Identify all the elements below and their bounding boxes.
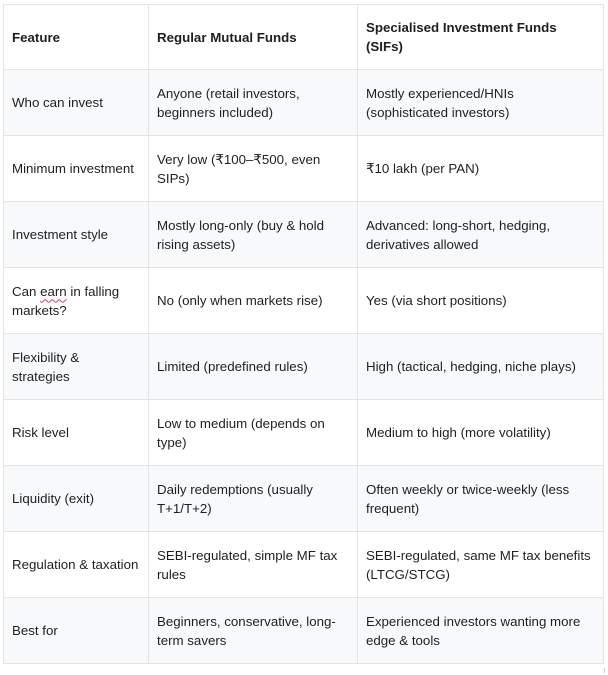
- sif-cell: Mostly experienced/HNIs (sophisticated investors): [358, 70, 604, 136]
- table-resize-handle[interactable]: [604, 668, 605, 673]
- table-row: [4, 466, 604, 532]
- feature-text-part: Can: [12, 283, 41, 299]
- regular-cell: No (only when markets rise): [149, 268, 358, 334]
- feature-cell: Who can invest: [4, 70, 149, 136]
- table-row: [4, 202, 604, 268]
- regular-cell: Limited (predefined rules): [149, 334, 358, 400]
- sif-cell: SEBI-regulated, same MF tax benefits (LTCG/STCG): [358, 532, 604, 598]
- sif-cell: Yes (via short positions): [358, 268, 604, 334]
- regular-cell: Very low (₹100–₹500, even SIPs): [149, 136, 358, 202]
- feature-cell: Risk level: [4, 400, 149, 466]
- table-row: [4, 268, 604, 334]
- comparison-table-container: [3, 4, 603, 664]
- feature-cell: Liquidity (exit): [4, 466, 149, 532]
- regular-cell: Anyone (retail investors, beginners included): [149, 70, 358, 136]
- feature-cell: Flexibility & strategies: [4, 334, 149, 400]
- table-row: [4, 400, 604, 466]
- table-header-row: [4, 5, 604, 70]
- feature-cell: Best for: [4, 598, 149, 664]
- feature-cell: [4, 268, 149, 334]
- sif-cell: Advanced: long-short, hedging, derivatives allowed: [358, 202, 604, 268]
- header-sifs: Specialised Investment Funds (SIFs): [358, 5, 604, 70]
- sif-cell: Often weekly or twice-weekly (less frequent): [358, 466, 604, 532]
- regular-cell: Daily redemptions (usually T+1/T+2): [149, 466, 358, 532]
- feature-cell: Investment style: [4, 202, 149, 268]
- feature-cell: Minimum investment: [4, 136, 149, 202]
- table-row: [4, 334, 604, 400]
- header-feature: Feature: [4, 5, 149, 70]
- regular-cell: Low to medium (depends on type): [149, 400, 358, 466]
- sif-cell: ₹10 lakh (per PAN): [358, 136, 604, 202]
- table-row: [4, 598, 604, 664]
- feature-text-part: in falling markets?: [12, 283, 120, 318]
- table-row: [4, 532, 604, 598]
- regular-cell: Mostly long-only (buy & hold rising assets): [149, 202, 358, 268]
- comparison-table: [3, 4, 604, 664]
- sif-cell: Medium to high (more volatility): [358, 400, 604, 466]
- sif-cell: Experienced investors wanting more edge & tools: [358, 598, 604, 664]
- sif-cell: High (tactical, hedging, niche plays): [358, 334, 604, 400]
- regular-cell: Beginners, conservative, long-term savers: [149, 598, 358, 664]
- spellcheck-word[interactable]: earn: [40, 283, 67, 299]
- feature-cell: Regulation & taxation: [4, 532, 149, 598]
- table-row: [4, 70, 604, 136]
- table-row: [4, 136, 604, 202]
- regular-cell: SEBI-regulated, simple MF tax rules: [149, 532, 358, 598]
- header-regular-mutual-funds: Regular Mutual Funds: [149, 5, 358, 70]
